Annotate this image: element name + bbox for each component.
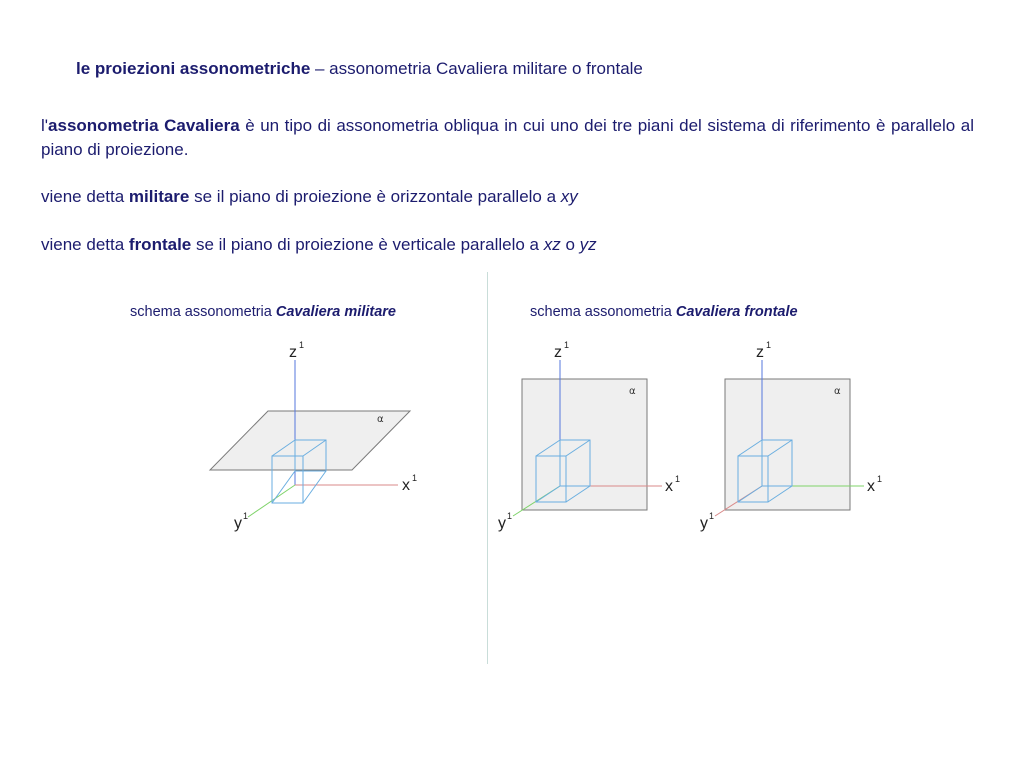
- p3-mid: se il piano di proiezione è verticale parallelo a: [191, 235, 544, 254]
- y-axis-sup: 1: [243, 511, 249, 521]
- z-axis-label: z: [289, 344, 297, 361]
- caption-left-bold: Cavaliera militare: [275, 304, 396, 320]
- p3-prefix: viene detta: [41, 235, 129, 254]
- z-axis-sup: 1: [766, 340, 772, 350]
- x-axis-sup: 1: [412, 473, 418, 483]
- p1-prefix: l': [41, 116, 49, 135]
- x-axis-label: x: [665, 478, 673, 495]
- title-rest: – assonometria Cavaliera militare o frontale: [310, 59, 643, 78]
- p1-bold: assonometria Cavaliera: [48, 116, 240, 135]
- p1-rest: è un tipo di assonometria obliqua in cui uno dei tre piani del sistema di riferimento è parallelo al piano di proiezione.: [41, 116, 974, 159]
- p3-italic-xz: xz: [543, 235, 561, 254]
- y-axis-label: y: [498, 515, 506, 532]
- vertical-plane-alpha: [522, 379, 647, 510]
- caption-right-prefix: schema assonometria: [530, 304, 676, 320]
- vertical-plane-alpha: [725, 379, 850, 510]
- p3-italic-yz: yz: [579, 235, 597, 254]
- diagram-frontale-yz: [700, 340, 882, 532]
- y-axis-sup: 1: [709, 511, 715, 521]
- alpha-label: α: [834, 386, 841, 397]
- x-axis-sup: 1: [877, 474, 883, 484]
- title-bold: le proiezioni assonometriche: [76, 59, 311, 78]
- x-axis-sup: 1: [675, 474, 681, 484]
- diagram-militare: [210, 340, 417, 532]
- p3-bold: frontale: [128, 235, 192, 254]
- p2-prefix: viene detta: [41, 187, 129, 206]
- alpha-label: α: [377, 414, 384, 425]
- p2-mid: se il piano di proiezione è orizzontale parallelo a: [189, 187, 561, 206]
- p2-bold: militare: [128, 187, 190, 206]
- y-axis-label: y: [700, 515, 708, 532]
- x-axis-label: x: [867, 478, 875, 495]
- alpha-label: α: [629, 386, 636, 397]
- z-axis-sup: 1: [299, 340, 305, 350]
- caption-right-bold: Cavaliera frontale: [675, 304, 798, 320]
- x-axis-label: x: [402, 477, 410, 494]
- y-axis-sup: 1: [507, 511, 513, 521]
- p3-join: o: [560, 235, 580, 254]
- diagram-frontale-xz: [498, 340, 680, 532]
- z-axis-sup: 1: [564, 340, 570, 350]
- z-axis-label: z: [756, 344, 764, 361]
- y-axis-label: y: [234, 515, 242, 532]
- p2-italic: xy: [560, 187, 578, 206]
- caption-left-prefix: schema assonometria: [130, 304, 276, 320]
- z-axis-label: z: [554, 344, 562, 361]
